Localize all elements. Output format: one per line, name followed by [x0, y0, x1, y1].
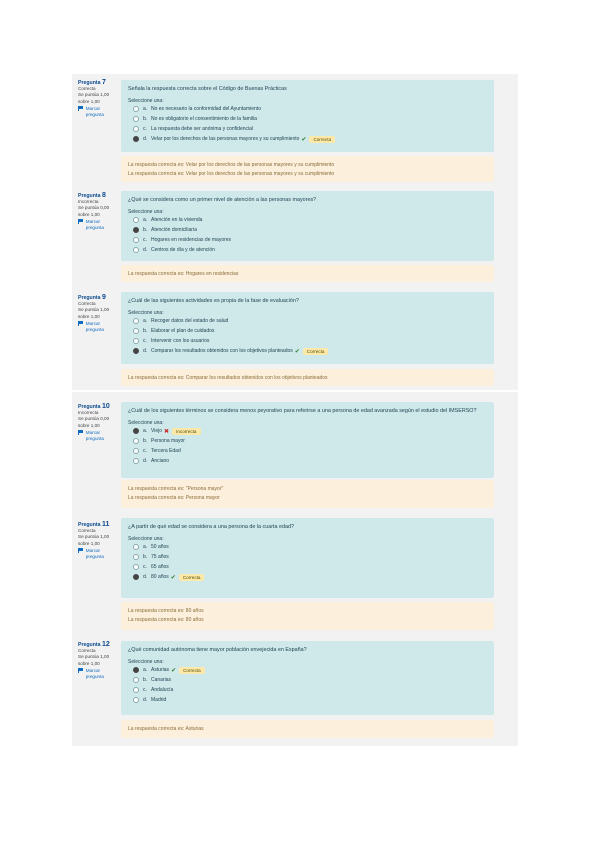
feedback-text: La respuesta correcta es: Comparar los resultados obtenidos con los objetivos planteados — [128, 375, 328, 381]
option-text: Comparar los resultados obtenidos con los objetivos planteados — [151, 348, 293, 354]
select-label: Seleccione una: — [128, 209, 164, 215]
answer-option[interactable] — [133, 426, 487, 436]
feedback-box — [121, 480, 494, 508]
radio-button[interactable] — [133, 136, 139, 142]
option-text: Madrid — [151, 697, 167, 703]
option-letter: c. — [143, 237, 147, 243]
radio-button[interactable] — [133, 687, 139, 693]
option-letter: d. — [143, 136, 148, 142]
option-text: Asturias — [151, 667, 170, 673]
radio-button[interactable] — [133, 697, 139, 703]
question-score: Se puntúa 1,00 sobre 1,00 — [78, 92, 110, 104]
option-text: Viejo — [151, 428, 163, 434]
radio-button[interactable] — [133, 217, 139, 223]
options-list — [128, 104, 487, 144]
feedback-text: La respuesta correcta es: 80 años — [128, 617, 204, 623]
option-letter: a. — [143, 667, 148, 673]
answer-option[interactable] — [133, 225, 487, 235]
answer-option[interactable] — [133, 235, 487, 245]
radio-button[interactable] — [133, 318, 139, 324]
feedback-text: La respuesta correcta es: Velar por los derechos de las personas mayores y su cumplimiento — [128, 171, 335, 177]
answer-option[interactable] — [133, 316, 487, 326]
correct-badge: Correcta — [309, 136, 335, 143]
flag-icon — [78, 219, 84, 224]
flag-icon — [78, 106, 84, 111]
radio-button[interactable] — [133, 438, 139, 444]
radio-button[interactable] — [133, 458, 139, 464]
feedback-text: La respuesta correcta es: "Persona mayor" — [128, 486, 224, 492]
question-box — [121, 292, 494, 364]
question-number: Pregunta 9 — [78, 294, 106, 301]
radio-button[interactable] — [133, 448, 139, 454]
radio-button[interactable] — [133, 554, 139, 560]
answer-option[interactable] — [133, 446, 487, 456]
options-list — [128, 665, 487, 705]
option-text: Anciano — [151, 458, 170, 464]
question-score: Se puntúa 1,00 sobre 1,00 — [78, 307, 110, 319]
question-score: Se puntúa 1,00 sobre 1,00 — [78, 654, 110, 666]
flag-question-button[interactable] — [78, 548, 118, 560]
feedback-box — [121, 265, 494, 282]
flag-question-button[interactable] — [78, 106, 118, 118]
question-score: Se puntúa 1,00 sobre 1,00 — [78, 534, 110, 546]
option-text: Hogares en residencias de mayores — [151, 237, 232, 243]
option-text: Persona mayor — [151, 438, 185, 444]
question-status: Incorrecta — [78, 199, 99, 205]
radio-button[interactable] — [133, 544, 139, 550]
feedback-text: La respuesta correcta es: Asturias — [128, 726, 204, 732]
question-status: Incorrecta — [78, 410, 99, 416]
answer-option[interactable] — [133, 456, 487, 466]
question-number-value: 9 — [101, 294, 106, 301]
select-label: Seleccione una: — [128, 98, 164, 104]
option-text: Elaborar el plan de cuidados — [151, 328, 215, 334]
cross-icon: ✖ — [164, 428, 170, 435]
flag-icon — [78, 668, 84, 673]
radio-button[interactable] — [133, 574, 139, 580]
answer-option[interactable] — [133, 542, 487, 552]
question-number: Pregunta 10 — [78, 403, 110, 410]
answer-option[interactable] — [133, 685, 487, 695]
correct-badge: Correcta — [179, 667, 205, 674]
option-text: Velar por los derechos de las personas mayores y su cumplimiento — [151, 136, 300, 142]
select-label: Seleccione una: — [128, 659, 164, 665]
check-icon: ✔ — [171, 667, 177, 674]
radio-button[interactable] — [133, 677, 139, 683]
option-text: Tercera Edad — [151, 448, 181, 454]
flag-icon — [78, 548, 84, 553]
radio-button[interactable] — [133, 237, 139, 243]
feedback-box — [121, 720, 494, 738]
radio-button[interactable] — [133, 338, 139, 344]
question-text: ¿Qué comunidad autónoma tiene mayor población envejecida en España? — [128, 647, 307, 653]
feedback-box — [121, 602, 494, 630]
feedback-text: La respuesta correcta es: Velar por los derechos de las personas mayores y su cumplimiento — [128, 162, 335, 168]
option-letter: b. — [143, 554, 148, 560]
radio-button[interactable] — [133, 116, 139, 122]
option-letter: c. — [143, 338, 147, 344]
option-letter: a. — [143, 106, 148, 112]
option-letter: b. — [143, 438, 148, 444]
answer-option[interactable] — [133, 695, 487, 705]
answer-option[interactable] — [133, 326, 487, 336]
flag-question-button[interactable] — [78, 219, 118, 231]
question-info — [78, 80, 118, 118]
answer-option[interactable] — [133, 124, 487, 134]
question-number: Pregunta 7 — [78, 79, 106, 86]
options-list — [128, 542, 487, 582]
option-text: La respuesta debe ser anónima y confidencial — [151, 126, 254, 132]
answer-option[interactable] — [133, 562, 487, 572]
feedback-text: La respuesta correcta es: 80 años — [128, 608, 204, 614]
flag-question-button[interactable] — [78, 668, 118, 680]
option-text: No es necesario la conformidad del Ayuntamiento — [151, 106, 261, 112]
flag-question-label: Marcar pregunta — [85, 320, 104, 333]
question-number-value: 11 — [101, 521, 110, 528]
radio-button[interactable] — [133, 667, 139, 673]
options-list — [128, 215, 487, 255]
incorrect-badge: Incorrecta — [172, 428, 200, 435]
option-text: Andalucía — [151, 687, 174, 693]
question-text: ¿Cuál de los siguientes términos se considera menos peyorativo para referirse a una persona de edad avanzada según el estudio del IMSERSO? — [128, 408, 477, 414]
question-number-value: 7 — [101, 79, 106, 86]
correct-badge: Correcta — [179, 574, 205, 581]
flag-question-label: Marcar pregunta — [85, 218, 104, 231]
answer-option[interactable] — [133, 114, 487, 124]
question-status: Correcta — [78, 648, 96, 654]
answer-option[interactable] — [133, 215, 487, 225]
radio-button[interactable] — [133, 328, 139, 334]
option-text: Canarias — [151, 677, 172, 683]
question-status: Correcta — [78, 528, 96, 534]
check-icon: ✔ — [170, 574, 176, 581]
option-letter: c. — [143, 448, 147, 454]
question-text: ¿Cuál de las siguientes actividades es propia de la fase de evaluación? — [128, 298, 299, 304]
answer-option[interactable] — [133, 134, 487, 144]
option-letter: b. — [143, 677, 148, 683]
feedback-box — [121, 369, 494, 386]
answer-option[interactable] — [133, 572, 487, 582]
select-label: Seleccione una: — [128, 310, 164, 316]
flag-question-button[interactable] — [78, 430, 118, 442]
flag-question-button[interactable] — [78, 321, 118, 333]
correct-badge: Correcta — [303, 348, 329, 355]
answer-option[interactable] — [133, 245, 487, 255]
question-text: Señala la respuesta correcta sobre el Código de Buenas Prácticas — [128, 86, 287, 92]
option-letter: b. — [143, 227, 148, 233]
option-text: No es obligatorio el consentimiento de la familia — [151, 116, 257, 122]
option-text: Atención domiciliaria — [151, 227, 197, 233]
flag-question-label: Marcar pregunta — [85, 547, 104, 560]
select-label: Seleccione una: — [128, 536, 164, 542]
flag-question-label: Marcar pregunta — [85, 429, 104, 442]
feedback-box — [121, 156, 494, 182]
option-text: Centros de día y de atención — [151, 247, 215, 253]
radio-button[interactable] — [133, 106, 139, 112]
question-info — [78, 193, 118, 231]
radio-button[interactable] — [133, 428, 139, 434]
flag-icon — [78, 430, 84, 435]
radio-button[interactable] — [133, 564, 139, 570]
question-number-value: 10 — [101, 403, 110, 410]
answer-option[interactable] — [133, 665, 487, 675]
radio-button[interactable] — [133, 247, 139, 253]
option-text: Atención en la vivienda — [151, 217, 203, 223]
feedback-text: La respuesta correcta es: Hogares en residencias — [128, 271, 239, 277]
select-label: Seleccione una: — [128, 420, 164, 426]
question-info — [78, 642, 118, 680]
answer-option[interactable] — [133, 346, 487, 356]
options-list — [128, 316, 487, 356]
option-letter: a. — [143, 217, 148, 223]
answer-option[interactable] — [133, 552, 487, 562]
question-box — [121, 518, 494, 598]
option-letter: b. — [143, 116, 148, 122]
option-text: 75 años — [151, 554, 169, 560]
question-score: Se puntúa 0,00 sobre 1,00 — [78, 416, 110, 428]
flag-question-label: Marcar pregunta — [85, 667, 104, 680]
option-letter: d. — [143, 697, 148, 703]
question-box — [121, 80, 494, 152]
answer-option[interactable] — [133, 436, 487, 446]
question-number: Pregunta 12 — [78, 641, 110, 648]
question-number-value: 12 — [101, 641, 110, 648]
radio-button[interactable] — [133, 227, 139, 233]
question-info — [78, 404, 118, 442]
check-icon: ✔ — [301, 136, 307, 143]
radio-button[interactable] — [133, 126, 139, 132]
option-letter: b. — [143, 328, 148, 334]
question-box — [121, 641, 494, 715]
option-text: 80 años — [151, 574, 169, 580]
answer-option[interactable] — [133, 675, 487, 685]
check-icon: ✔ — [294, 348, 300, 355]
option-letter: d. — [143, 458, 148, 464]
question-text: ¿A partir de qué edad se considera a una persona de la cuarta edad? — [128, 524, 295, 530]
question-box — [121, 402, 494, 478]
option-text: Recoger datos del estado de salud — [151, 318, 229, 324]
question-info — [78, 522, 118, 560]
question-box — [121, 191, 494, 261]
option-letter: a. — [143, 318, 148, 324]
radio-button[interactable] — [133, 348, 139, 354]
question-status: Correcta — [78, 86, 96, 92]
question-text: ¿Qué se considera como un primer nivel de atención a las personas mayores? — [128, 197, 317, 203]
option-letter: a. — [143, 544, 148, 550]
options-list — [128, 426, 487, 466]
question-number-value: 8 — [101, 192, 106, 199]
answer-option[interactable] — [133, 104, 487, 114]
feedback-text: La respuesta correcta es: Persona mayor — [128, 495, 220, 501]
question-number: Pregunta 11 — [78, 521, 110, 528]
question-number: Pregunta 8 — [78, 192, 106, 199]
answer-option[interactable] — [133, 336, 487, 346]
option-text: 65 años — [151, 564, 169, 570]
option-text: Intervenir con los usuarios — [151, 338, 210, 344]
option-letter: c. — [143, 687, 147, 693]
option-letter: c. — [143, 564, 147, 570]
question-score: Se puntúa 0,00 sobre 1,00 — [78, 205, 110, 217]
question-info — [78, 295, 118, 333]
flag-question-label: Marcar pregunta — [85, 105, 104, 118]
option-letter: d. — [143, 348, 148, 354]
option-letter: d. — [143, 247, 148, 253]
option-letter: a. — [143, 428, 148, 434]
flag-icon — [78, 321, 84, 326]
option-letter: d. — [143, 574, 148, 580]
question-status: Correcta — [78, 301, 96, 307]
option-letter: c. — [143, 126, 147, 132]
option-text: 50 años — [151, 544, 169, 550]
